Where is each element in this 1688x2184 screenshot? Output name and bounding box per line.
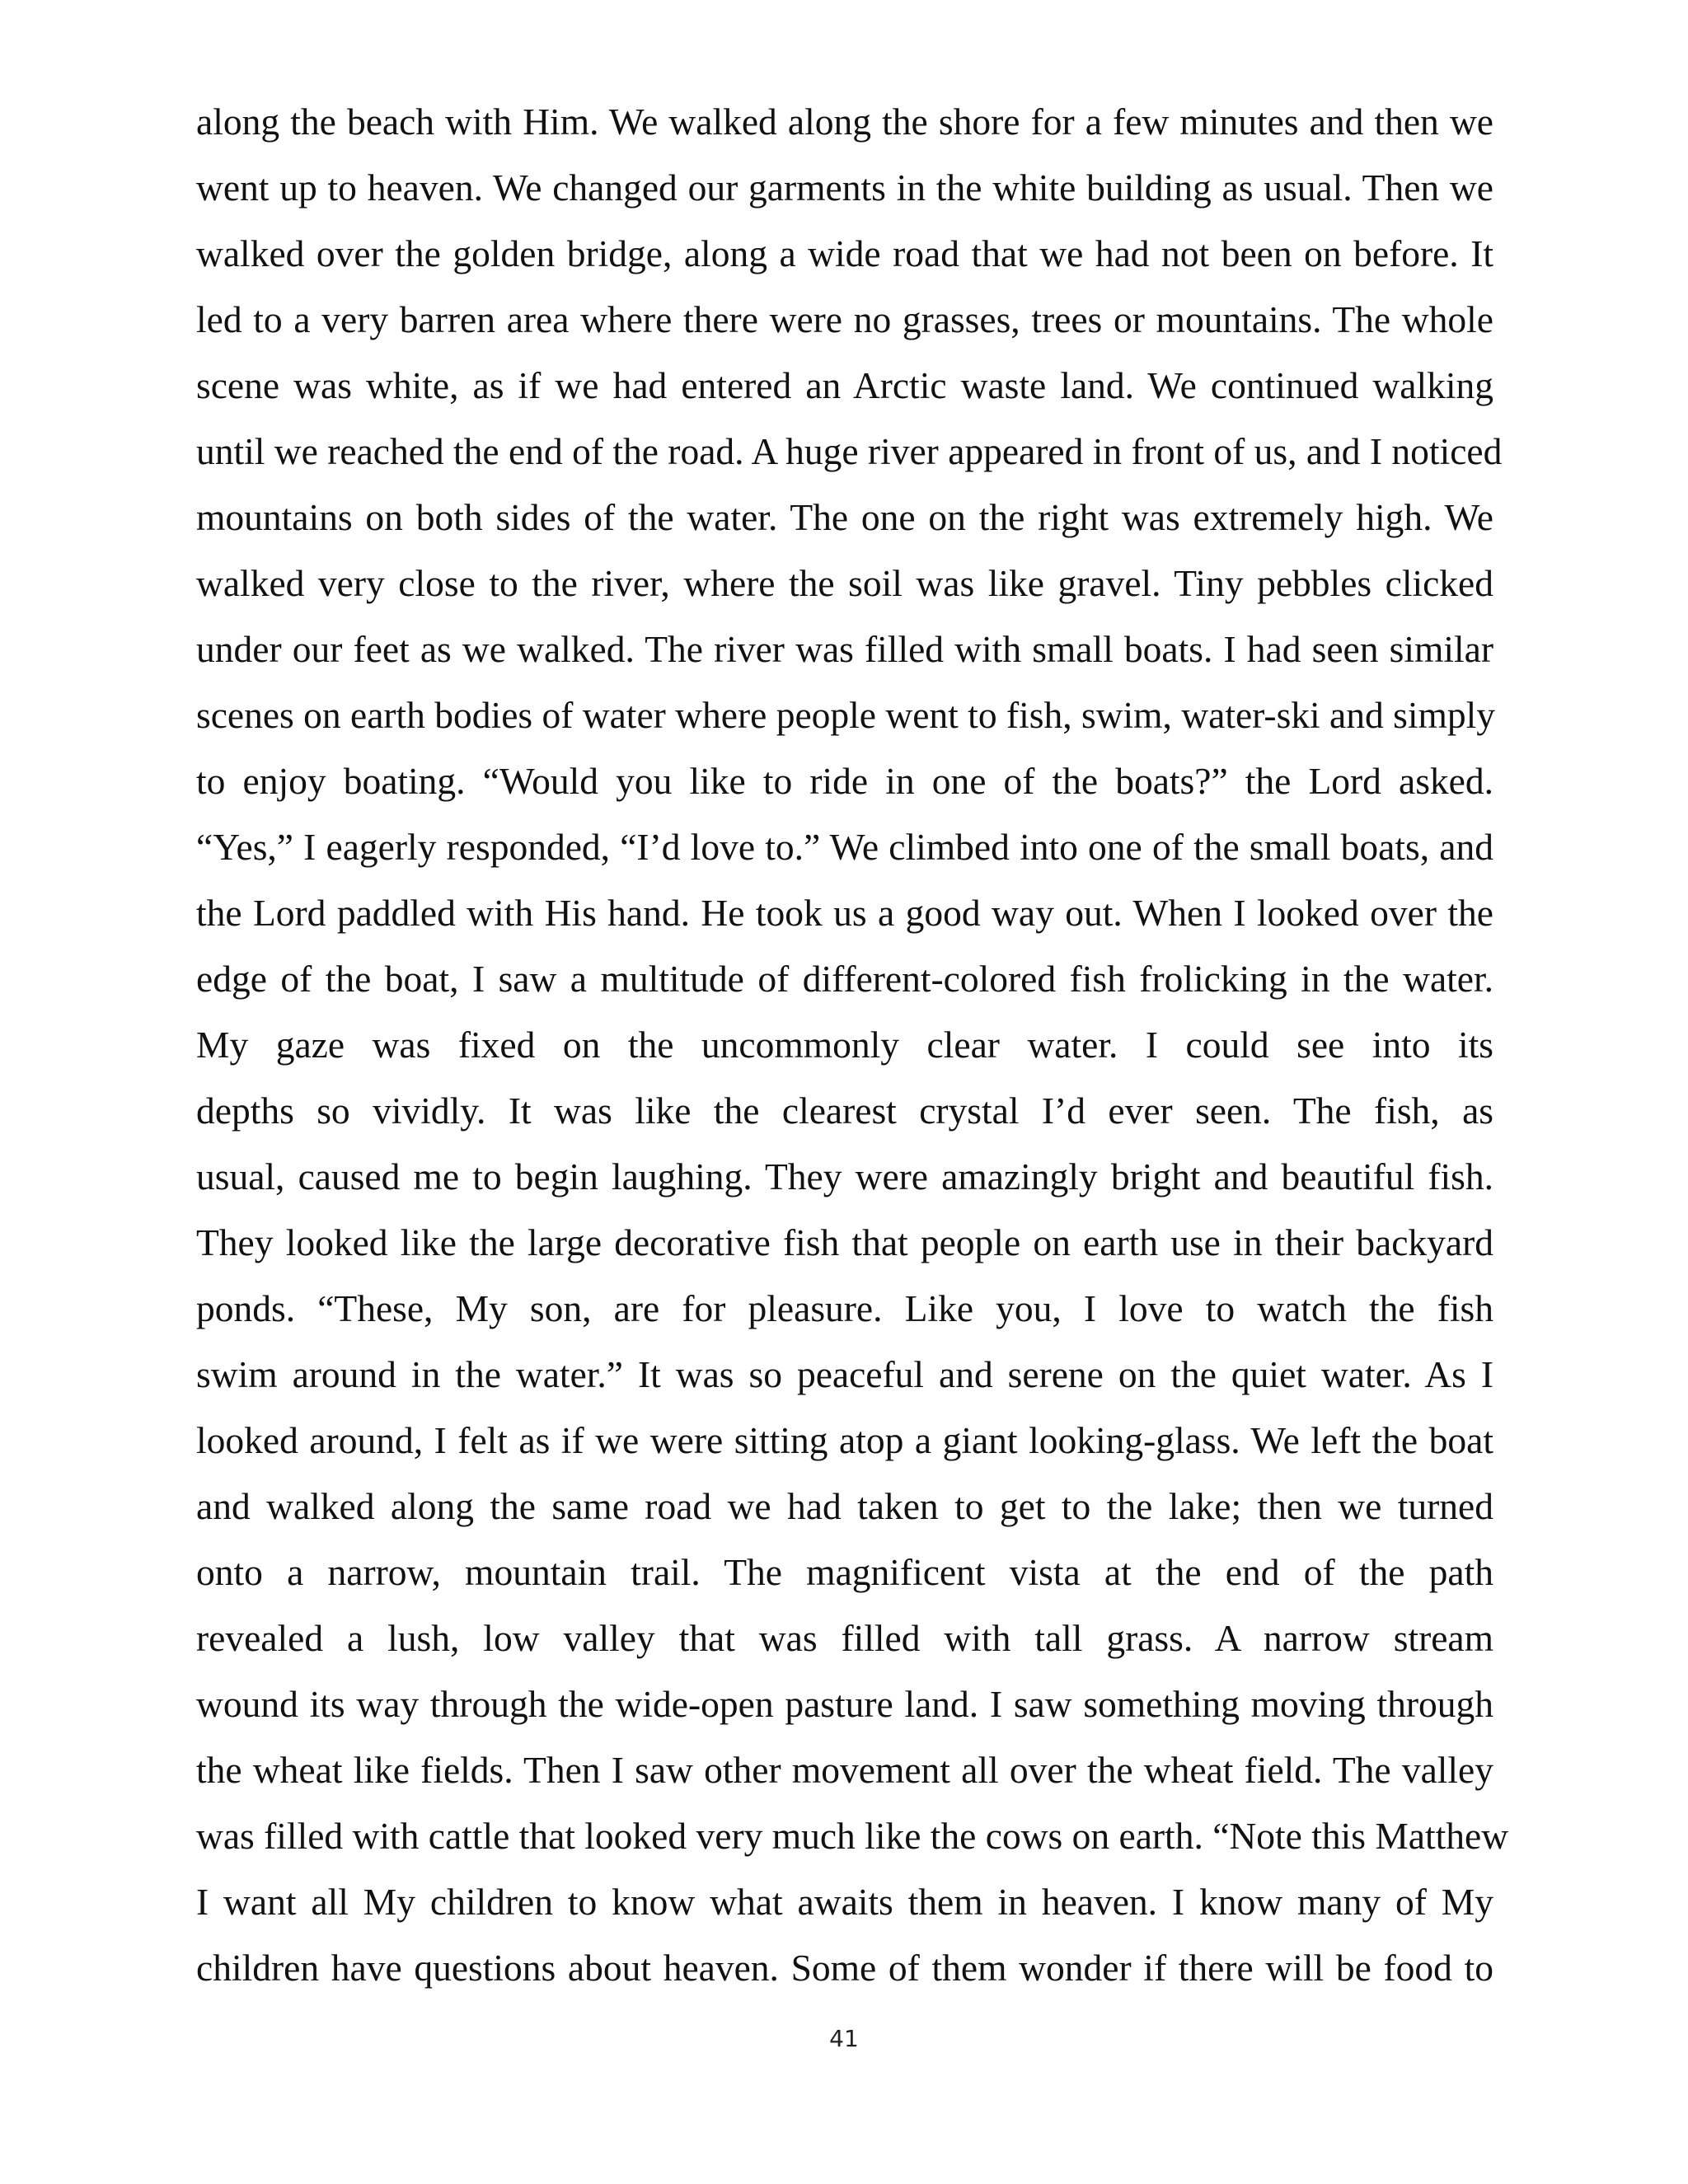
text-line: revealed a lush, low valley that was filled with tall grass. A narrow stream bbox=[196, 1617, 1493, 1659]
text-line: “Yes,” I eagerly responded, “I’d love to.” We climbed into one of the small boats, and bbox=[196, 826, 1493, 868]
text-line: mountains on both sides of the water. The one on the right was extremely high. We bbox=[196, 496, 1493, 538]
text-line: along the beach with Him. We walked along the shore for a few minutes and then we bbox=[196, 101, 1493, 143]
text-line: looked around, I felt as if we were sitting atop a giant looking-glass. We left the boat bbox=[196, 1419, 1493, 1461]
text-line: swim around in the water.” It was so peaceful and serene on the quiet water. As I bbox=[196, 1353, 1493, 1395]
text-line: under our feet as we walked. The river was filled with small boats. I had seen similar bbox=[196, 628, 1493, 670]
text-line: onto a narrow, mountain trail. The magnificent vista at the end of the path bbox=[196, 1551, 1493, 1593]
text-line: depths so vividly. It was like the clearest crystal I’d ever seen. The fish, as bbox=[196, 1090, 1493, 1132]
text-line: walked very close to the river, where the soil was like gravel. Tiny pebbles clicked bbox=[196, 562, 1493, 604]
text-line: until we reached the end of the road. A huge river appeared in front of us, and I noticed bbox=[196, 430, 1503, 472]
text-line: edge of the boat, I saw a multitude of different-colored fish frolicking in the water. bbox=[196, 958, 1493, 1000]
text-line: usual, caused me to begin laughing. They were amazingly bright and beautiful fish. bbox=[196, 1155, 1493, 1197]
body-text bbox=[196, 89, 1509, 2001]
text-line: children have questions about heaven. Some of them wonder if there will be food to bbox=[196, 1947, 1493, 1989]
text-line: led to a very barren area where there were no grasses, trees or mountains. The whole bbox=[196, 298, 1493, 340]
text-line: the wheat like fields. Then I saw other movement all over the wheat field. The valley bbox=[196, 1749, 1493, 1791]
text-line: They looked like the large decorative fish that people on earth use in their backyard bbox=[196, 1221, 1493, 1263]
text-line: ponds. “These, My son, are for pleasure. Like you, I love to watch the fish bbox=[196, 1287, 1493, 1329]
page-number: 41 bbox=[829, 2025, 859, 2052]
text-line: scenes on earth bodies of water where people went to fish, swim, water-ski and simply bbox=[196, 694, 1495, 736]
text-line: My gaze was fixed on the uncommonly clear water. I could see into its bbox=[196, 1024, 1493, 1066]
text-line: was filled with cattle that looked very much like the cows on earth. “Note this Matthew bbox=[196, 1815, 1509, 1857]
text-line: the Lord paddled with His hand. He took us a good way out. When I looked over the bbox=[196, 892, 1493, 934]
text-line: and walked along the same road we had taken to get to the lake; then we turned bbox=[196, 1485, 1493, 1527]
text-line: walked over the golden bridge, along a wide road that we had not been on before. It bbox=[196, 232, 1493, 274]
text-line: went up to heaven. We changed our garments in the white building as usual. Then we bbox=[196, 166, 1493, 209]
text-line: scene was white, as if we had entered an Arctic waste land. We continued walking bbox=[196, 364, 1493, 406]
text-line: wound its way through the wide-open pasture land. I saw something moving through bbox=[196, 1683, 1493, 1725]
text-line: to enjoy boating. “Would you like to ride in one of the boats?” the Lord asked. bbox=[196, 760, 1493, 802]
text-line: I want all My children to know what awaits them in heaven. I know many of My bbox=[196, 1881, 1493, 1923]
